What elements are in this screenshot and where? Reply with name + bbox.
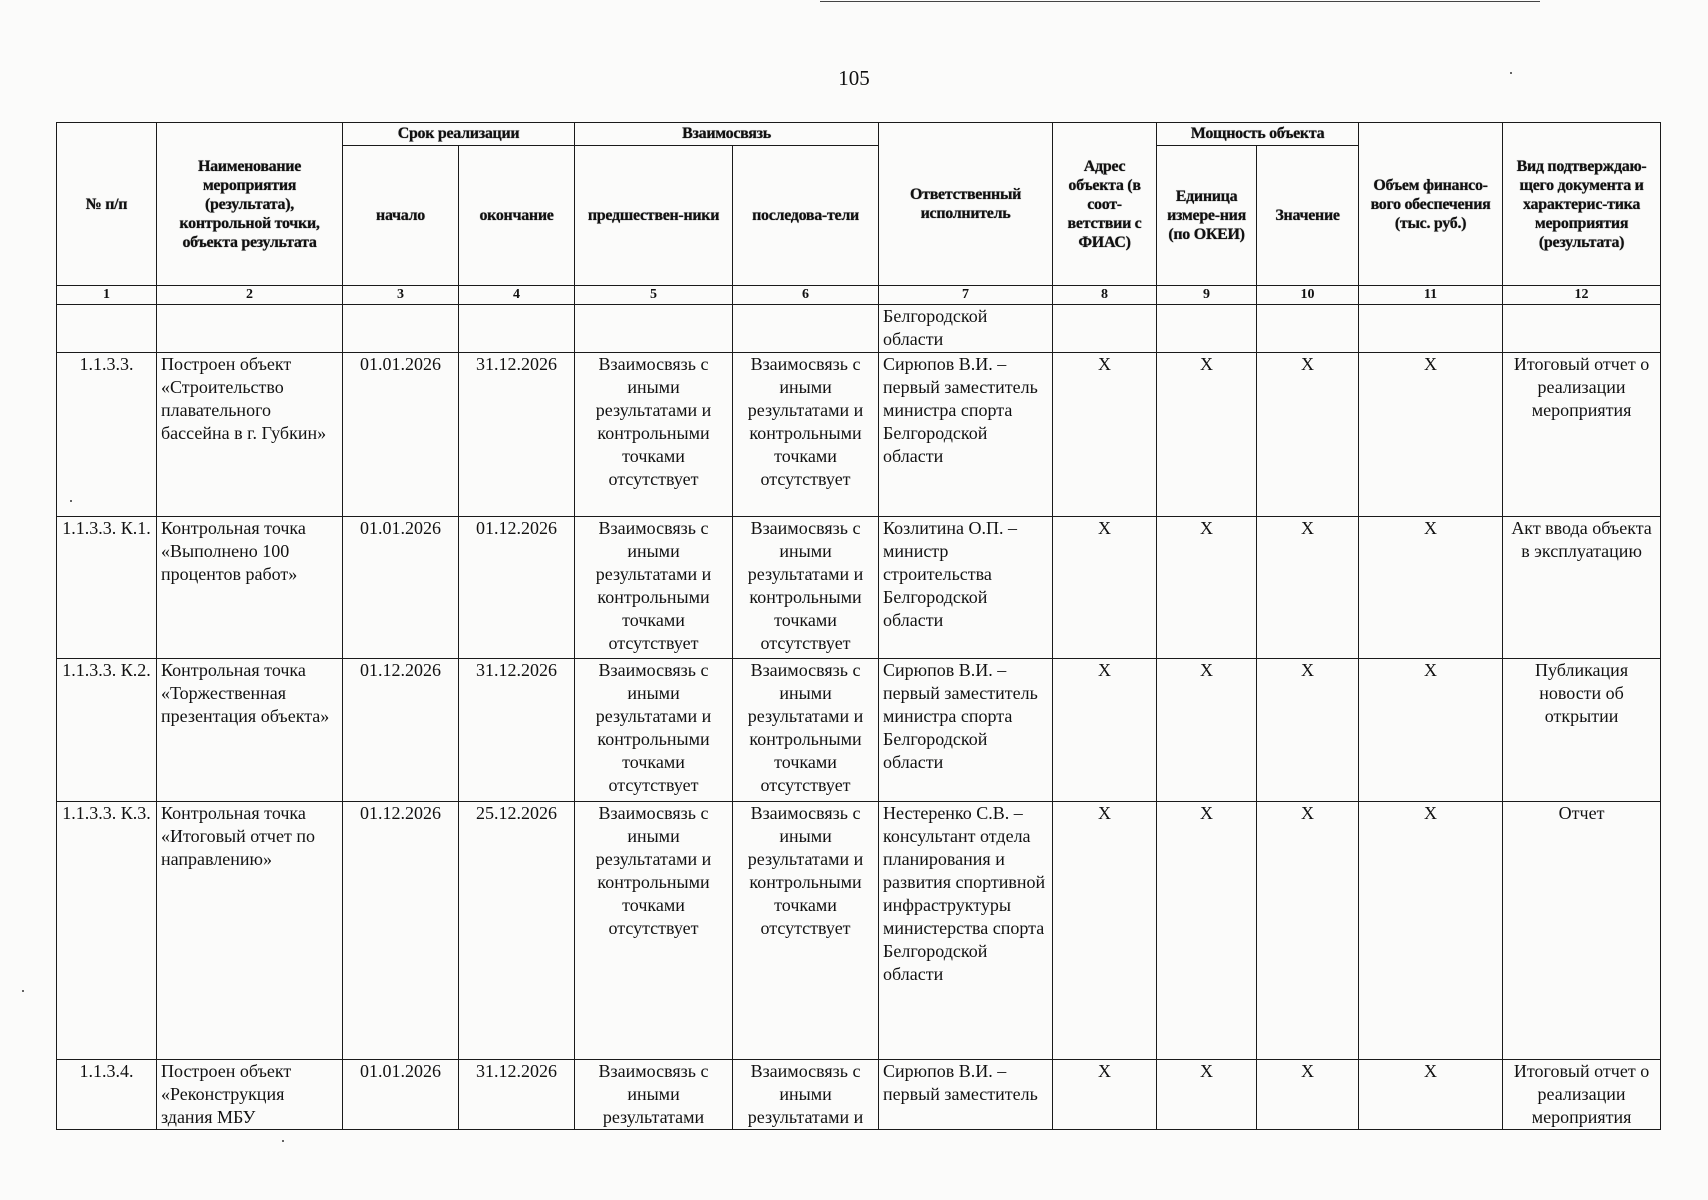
row-document (1503, 305, 1661, 353)
row-finance: X (1359, 659, 1503, 801)
row-name: Построен объект «Строительство плавательного бассейна в г. Губкин» (157, 353, 343, 517)
row-predecessors: Взаимосвязь с иными результатами (575, 1059, 733, 1129)
row-start: 01.01.2026 (343, 353, 459, 517)
column-number: 11 (1359, 286, 1503, 305)
column-number-row (57, 286, 1661, 305)
row-successors: Взаимосвязь с иными результатами и (733, 1059, 879, 1129)
row-name: Контрольная точка «Торжественная презентация объекта» (157, 659, 343, 801)
row-successors: Взаимосвязь с иными результатами и контрольными точками отсутствует (733, 353, 879, 517)
col-header-end: окончание (459, 146, 575, 286)
scan-speck (70, 500, 72, 502)
col-header-successors: последова-тели (733, 146, 879, 286)
col-header-predecessors: предшествен-ники (575, 146, 733, 286)
col-header-document: Вид подтверждаю-щего документа и характерис-тика мероприятия (результата) (1503, 123, 1661, 286)
row-name: Построен объект «Реконструкция здания МБУ (157, 1059, 343, 1129)
row-end: 25.12.2026 (459, 801, 575, 1059)
row-address: X (1053, 801, 1157, 1059)
row-finance: X (1359, 801, 1503, 1059)
row-successors (733, 305, 879, 353)
row-number: 1.1.3.3. К.3. (57, 801, 157, 1059)
row-document: Акт ввода объекта в эксплуатацию (1503, 517, 1661, 659)
scan-edge-line (820, 1, 1540, 2)
row-name: Контрольная точка «Итоговый отчет по направлению» (157, 801, 343, 1059)
table-row (57, 353, 1661, 517)
table-row (57, 1059, 1661, 1129)
table-row (57, 801, 1661, 1059)
column-number: 10 (1257, 286, 1359, 305)
column-number: 7 (879, 286, 1053, 305)
scan-speck (282, 1140, 284, 1142)
row-name (157, 305, 343, 353)
col-header-value: Значение (1257, 146, 1359, 286)
table-row (57, 517, 1661, 659)
col-header-finance: Объем финансо-вого обеспечения (тыс. руб.) (1359, 123, 1503, 286)
row-value: X (1257, 517, 1359, 659)
row-value: X (1257, 1059, 1359, 1129)
row-unit: X (1157, 801, 1257, 1059)
row-responsible: Сирюпов В.И. – первый заместитель министра спорта Белгородской области (879, 659, 1053, 801)
row-end: 31.12.2026 (459, 1059, 575, 1129)
row-address: X (1053, 353, 1157, 517)
row-address: X (1053, 659, 1157, 801)
row-number: 1.1.3.3. К.1. (57, 517, 157, 659)
row-address: X (1053, 1059, 1157, 1129)
row-successors: Взаимосвязь с иными результатами и контрольными точками отсутствует (733, 517, 879, 659)
row-start: 01.12.2026 (343, 659, 459, 801)
row-responsible: Белгородской области (879, 305, 1053, 353)
group-header-capacity: Мощность объекта (1157, 123, 1359, 146)
row-start (343, 305, 459, 353)
row-address (1053, 305, 1157, 353)
row-address: X (1053, 517, 1157, 659)
row-document: Итоговый отчет о реализации мероприятия (1503, 1059, 1661, 1129)
group-header-link: Взаимосвязь (575, 123, 879, 146)
row-successors: Взаимосвязь с иными результатами и контрольными точками отсутствует (733, 801, 879, 1059)
row-unit: X (1157, 353, 1257, 517)
row-end (459, 305, 575, 353)
col-header-responsible: Ответственный исполнитель (879, 123, 1053, 286)
column-number: 6 (733, 286, 879, 305)
row-value (1257, 305, 1359, 353)
row-unit: X (1157, 659, 1257, 801)
col-header-name: Наименование мероприятия (результата), контрольной точки, объекта результата (157, 123, 343, 286)
col-header-number: № п/п (57, 123, 157, 286)
col-header-unit: Единица измере-ния (по ОКЕИ) (1157, 146, 1257, 286)
column-number: 12 (1503, 286, 1661, 305)
row-value: X (1257, 353, 1359, 517)
column-number: 8 (1053, 286, 1157, 305)
column-number: 1 (57, 286, 157, 305)
column-number: 3 (343, 286, 459, 305)
row-predecessors (575, 305, 733, 353)
row-end: 31.12.2026 (459, 353, 575, 517)
group-header-term: Срок реализации (343, 123, 575, 146)
row-responsible: Сирюпов В.И. – первый заместитель министра спорта Белгородской области (879, 353, 1053, 517)
row-responsible: Козлитина О.П. – министр строительства Белгородской области (879, 517, 1053, 659)
row-unit: X (1157, 517, 1257, 659)
row-start: 01.12.2026 (343, 801, 459, 1059)
row-predecessors: Взаимосвязь с иными результатами и контрольными точками отсутствует (575, 659, 733, 801)
header-row-1 (57, 123, 1661, 146)
column-number: 2 (157, 286, 343, 305)
row-value: X (1257, 659, 1359, 801)
col-header-start: начало (343, 146, 459, 286)
row-unit (1157, 305, 1257, 353)
row-number: 1.1.3.4. (57, 1059, 157, 1129)
plan-table (56, 122, 1661, 1130)
row-end: 01.12.2026 (459, 517, 575, 659)
row-start: 01.01.2026 (343, 517, 459, 659)
row-document: Публикация новости об открытии (1503, 659, 1661, 801)
row-responsible: Нестеренко С.В. – консультант отдела планирования и развития спортивной инфраструктуры министерства спорта Белгородской области (879, 801, 1053, 1059)
row-number (57, 305, 157, 353)
row-finance: X (1359, 517, 1503, 659)
table-row (57, 305, 1661, 353)
row-successors: Взаимосвязь с иными результатами и контрольными точками отсутствует (733, 659, 879, 801)
row-name: Контрольная точка «Выполнено 100 процентов работ» (157, 517, 343, 659)
scan-speck (1510, 72, 1512, 74)
column-number: 4 (459, 286, 575, 305)
row-start: 01.01.2026 (343, 1059, 459, 1129)
row-number: 1.1.3.3. (57, 353, 157, 517)
column-number: 9 (1157, 286, 1257, 305)
row-predecessors: Взаимосвязь с иными результатами и контрольными точками отсутствует (575, 353, 733, 517)
row-predecessors: Взаимосвязь с иными результатами и контрольными точками отсутствует (575, 801, 733, 1059)
row-responsible: Сирюпов В.И. – первый заместитель (879, 1059, 1053, 1129)
page-number: 105 (838, 66, 870, 90)
row-document: Отчет (1503, 801, 1661, 1059)
column-number: 5 (575, 286, 733, 305)
row-finance (1359, 305, 1503, 353)
row-unit: X (1157, 1059, 1257, 1129)
row-value: X (1257, 801, 1359, 1059)
table-row (57, 659, 1661, 801)
row-document: Итоговый отчет о реализации мероприятия (1503, 353, 1661, 517)
scan-speck (22, 990, 24, 992)
row-end: 31.12.2026 (459, 659, 575, 801)
row-predecessors: Взаимосвязь с иными результатами и контрольными точками отсутствует (575, 517, 733, 659)
col-header-address: Адрес объекта (в соот-ветствии с ФИАС) (1053, 123, 1157, 286)
row-finance: X (1359, 1059, 1503, 1129)
row-number: 1.1.3.3. К.2. (57, 659, 157, 801)
row-finance: X (1359, 353, 1503, 517)
